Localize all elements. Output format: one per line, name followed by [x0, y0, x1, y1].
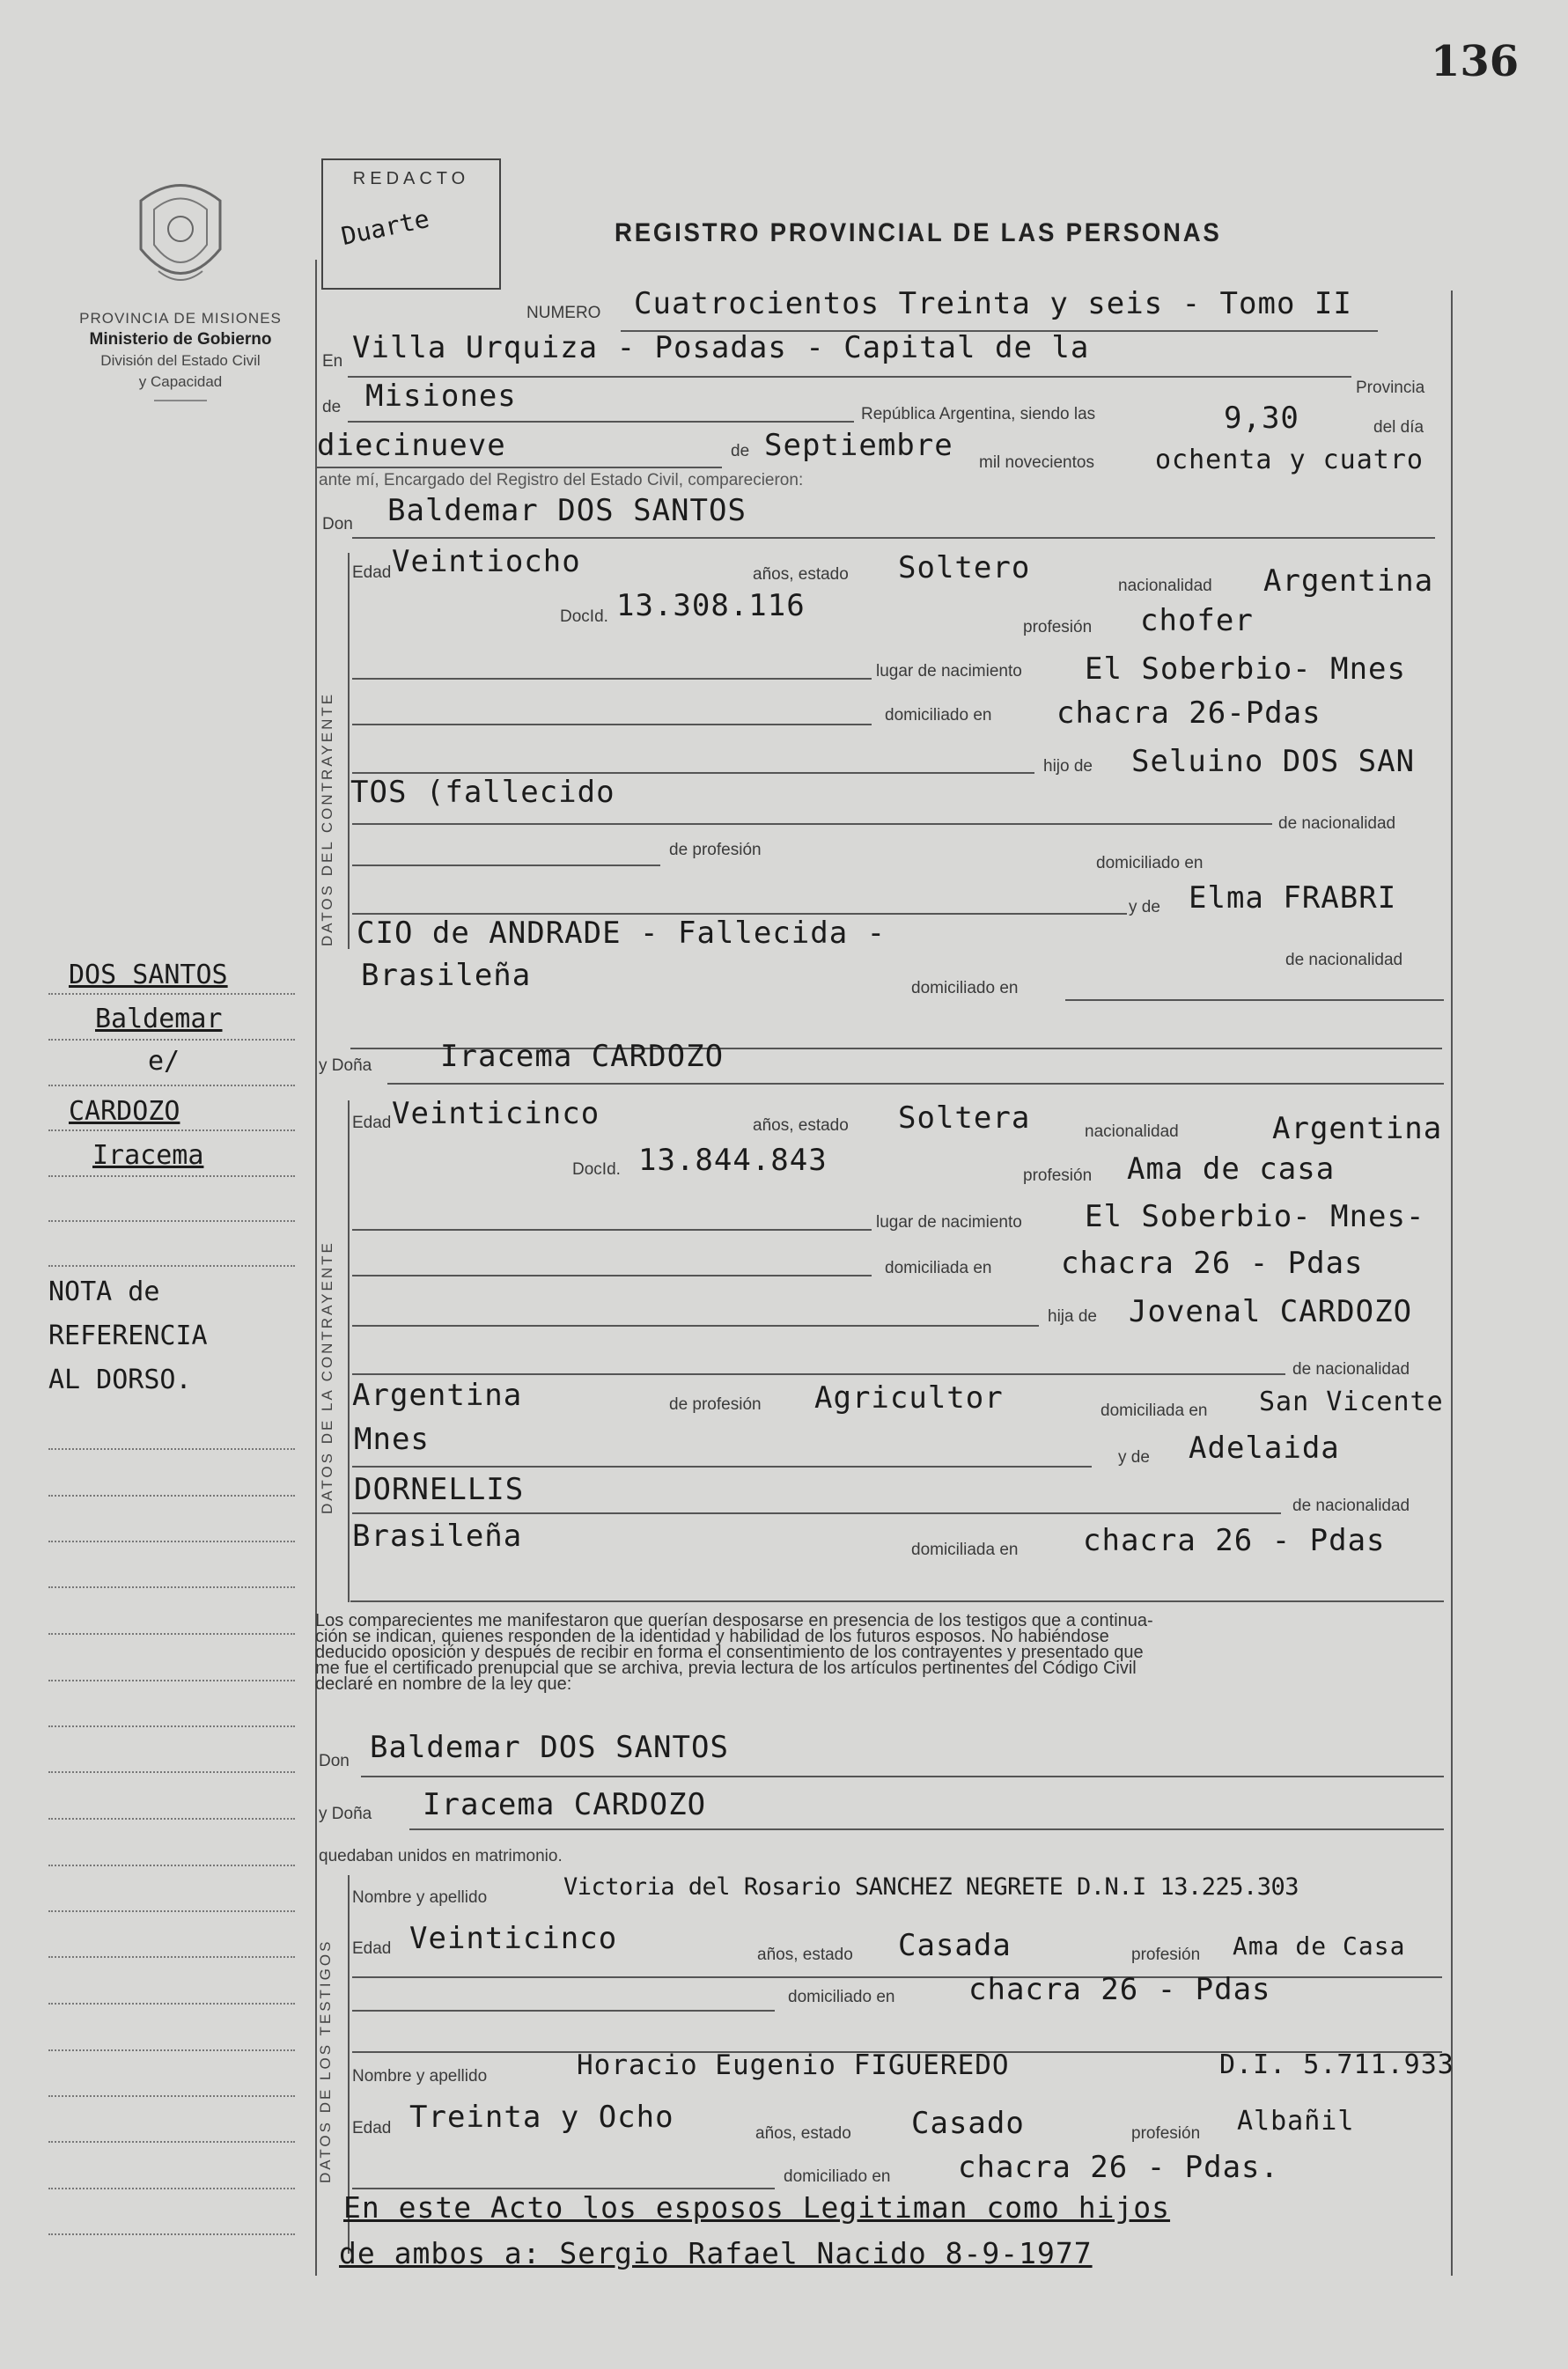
testigo2-profesion-label: profesión [1131, 2124, 1201, 2143]
profesion2-label: profesión [1023, 1166, 1093, 1185]
nota-final-line-2: de ambos a: Sergio Rafael Nacido 8-9-1977 [339, 2236, 1093, 2270]
en-value: Villa Urquiza - Posadas - Capital de la [352, 330, 1090, 365]
contrayenta-nombre: Iracema CARDOZO [440, 1039, 725, 1074]
testigo2-anios-label: años, estado [755, 2124, 851, 2143]
del-dia-label: del día [1373, 418, 1424, 437]
domiciliado2-label: domiciliado en [1096, 854, 1204, 872]
edad2-label: Edad [352, 1114, 392, 1132]
declaracion-text [315, 1613, 1451, 1692]
testigo2-domicilio-value: chacra 26 - Pdas. [958, 2150, 1279, 2185]
nacionalidad2-label: nacionalidad [1085, 1122, 1179, 1141]
de-label: de [322, 398, 342, 416]
quedaban-text: quedaban unidos en matrimonio. [319, 1847, 563, 1865]
ministry-line-1: PROVINCIA DE MISIONES [79, 310, 282, 327]
stamp-label: REDACTO [352, 169, 470, 188]
edad2-value: Veinticinco [392, 1096, 600, 1131]
nacionalidad2-value: Argentina [1272, 1111, 1443, 1146]
testigo2-estado-value: Casado [911, 2106, 1025, 2141]
testigo1-profesion-value: Ama de Casa [1233, 1931, 1406, 1961]
declaracion-line-5: declaré en nombre de la ley que: [315, 1674, 572, 1694]
domiciliado3-label: domiciliado en [911, 979, 1019, 997]
testigo1-nombre-label: Nombre y apellido [352, 1888, 488, 1907]
declaracion-line-4: me fue el certificado prenupcial que se archiva, previa lectura de los artículos pertinentes del Código Civil [315, 1659, 1137, 1678]
numero-value: Cuatrocientos Treinta y seis - Tomo II [634, 286, 1352, 321]
de-profesion2-label: de profesión [669, 1395, 762, 1414]
profesion2-value: Ama de casa [1127, 1151, 1336, 1187]
de-nacionalidad3-label: de nacionalidad [1292, 1360, 1410, 1379]
de-profesion-label: de profesión [669, 841, 762, 859]
estado2-value: Soltera [898, 1100, 1031, 1136]
numero-label: NUMERO [526, 304, 601, 322]
provincia-label: Provincia [1356, 379, 1425, 397]
declaracion-line-3: deducido oposición y después de recibir en forma el consentimiento de los contrayentes y presentado que [315, 1643, 1144, 1662]
lugar-label: lugar de nacimiento [876, 662, 1022, 681]
testigo2-profesion-value: Albañil [1237, 2106, 1355, 2137]
margin-name-2: Baldemar [95, 1004, 223, 1034]
de2-label: de [731, 442, 750, 460]
domicilio-value: chacra 26-Pdas [1056, 695, 1321, 731]
margin-nota-3: AL DORSO. [48, 1365, 192, 1395]
anios2-label: años, estado [753, 1116, 849, 1135]
lugar2-value: El Soberbio- Mnes- [1085, 1199, 1425, 1234]
margin-nota-2: REFERENCIA [48, 1321, 208, 1351]
domiciliada3-label: domiciliada en [911, 1541, 1019, 1559]
testigo2-nombre-value: Horacio Eugenio FIGUEREDO [577, 2049, 1010, 2081]
de-nacionalidad2-label: de nacionalidad [1285, 951, 1403, 969]
hijo-label: hijo de [1043, 757, 1093, 776]
union-dona-label: y Doña [319, 1805, 372, 1823]
don-label: Don [322, 515, 353, 533]
domicilio-label: domiciliado en [885, 706, 992, 725]
declaracion-line-2: ción se indican, quienes responden de la identidad y habilidad de los futuros esposos. No habiéndose [315, 1627, 1109, 1646]
testigo1-domicilio-label: domiciliado en [788, 1988, 895, 2006]
testigo1-anios-label: años, estado [757, 1946, 853, 1964]
lugar2-label: lugar de nacimiento [876, 1213, 1022, 1232]
padre2-profesion-value: Agricultor [814, 1380, 1004, 1416]
de-value: Misiones [365, 379, 517, 414]
madre2-value-cont: DORNELLIS [354, 1472, 525, 1507]
profesion-value: chofer [1140, 603, 1254, 638]
side-label-contrayenta: DATOS DE LA CONTRAYENTE [319, 1240, 335, 1514]
testigo1-nombre-value: Victoria del Rosario SANCHEZ NEGRETE D.N.I 13.225.303 [563, 1873, 1299, 1901]
republica-label: República Argentina, siendo las [861, 405, 1096, 423]
edad-label: Edad [352, 563, 392, 582]
ministry-line-4: y Capacidad [138, 373, 223, 390]
page-number: 136 [1431, 37, 1520, 86]
nota-final-line-1: En este Acto los esposos Legitiman como hijos [343, 2190, 1171, 2225]
stamp-signature: Duarte [338, 203, 432, 252]
testigo1-edad-label: Edad [352, 1939, 392, 1958]
ante-text: ante mí, Encargado del Registro del Estado Civil, comparecieron: [319, 471, 804, 489]
edad-value: Veintiocho [392, 544, 581, 579]
testigo2-di-value: D.I. 5.711.933 [1219, 2049, 1454, 2080]
dona-label: y Doña [319, 1056, 372, 1075]
testigo2-edad-value: Treinta y Ocho [409, 2100, 674, 2135]
doc-label: DocId. [560, 607, 608, 626]
en-label: En [322, 352, 343, 371]
doc-value: 13.308.116 [616, 588, 806, 623]
mil-label: mil novecientos [979, 453, 1094, 472]
ministry-line-2: Ministerio de Gobierno [89, 330, 272, 349]
union-dona-value: Iracema CARDOZO [423, 1787, 707, 1822]
madre-nacionalidad-value: Brasileña [361, 958, 532, 993]
dia-value: diecinueve [317, 428, 506, 463]
profesion-label: profesión [1023, 618, 1093, 636]
declaracion-line-1: Los comparecientes me manifestaron que querían desposarse en presencia de los testigos que a continua- [315, 1611, 1153, 1630]
madre2-domicilio-value: chacra 26 - Pdas [1083, 1523, 1386, 1558]
padre-value: Seluino DOS SAN [1131, 744, 1416, 779]
testigo1-profesion-label: profesión [1131, 1946, 1201, 1964]
margin-name-1: DOS SANTOS [69, 960, 228, 990]
nacionalidad-label: nacionalidad [1118, 577, 1212, 595]
testigo2-domicilio-label: domiciliado en [784, 2167, 891, 2186]
lugar-value: El Soberbio- Mnes [1085, 651, 1406, 687]
madre2-value: Adelaida [1189, 1431, 1340, 1466]
domiciliada-value: chacra 26 - Pdas [1061, 1246, 1364, 1281]
padre-value-cont: TOS (fallecido [350, 775, 615, 810]
domiciliada2-label: domiciliada en [1101, 1402, 1208, 1420]
y-de2-label: y de [1118, 1448, 1150, 1467]
doc2-label: DocId. [572, 1160, 621, 1179]
nacionalidad-value: Argentina [1263, 563, 1434, 599]
anio-value: ochenta y cuatro [1155, 445, 1424, 475]
anios-label: años, estado [753, 565, 849, 584]
doc2-value: 13.844.843 [638, 1143, 828, 1178]
contrayente-nombre: Baldemar DOS SANTOS [387, 493, 747, 528]
hija-label: hija de [1048, 1307, 1097, 1326]
testigo2-edad-label: Edad [352, 2119, 392, 2137]
union-don-value: Baldemar DOS SANTOS [370, 1730, 729, 1765]
testigo1-estado-value: Casada [898, 1928, 1012, 1963]
side-label-contrayente: DATOS DEL CONTRAYENTE [319, 691, 335, 946]
margin-nota-1: NOTA de [48, 1276, 160, 1307]
domiciliada-label: domiciliada en [885, 1259, 992, 1277]
madre-value: Elma FRABRI [1189, 880, 1397, 916]
hora-value: 9,30 [1224, 401, 1299, 436]
margin-name-4: CARDOZO [69, 1096, 180, 1127]
testigo1-edad-value: Veinticinco [409, 1921, 618, 1956]
testigo2-nombre-label: Nombre y apellido [352, 2067, 488, 2086]
ministry-block [48, 308, 313, 408]
madre-value-cont: CIO de ANDRADE - Fallecida - [357, 916, 887, 951]
redacto-stamp [321, 158, 501, 290]
padre2-domicilio-value: San Vicente [1259, 1387, 1444, 1417]
estado-value: Soltero [898, 550, 1031, 585]
de-nacionalidad-label: de nacionalidad [1278, 814, 1396, 833]
mes-value: Septiembre [764, 428, 953, 463]
padre2-nacionalidad-value: Argentina [352, 1378, 523, 1413]
document-title: REGISTRO PROVINCIAL DE LAS PERSONAS [615, 218, 1222, 247]
de-nacionalidad4-label: de nacionalidad [1292, 1497, 1410, 1515]
province-seal-icon [123, 174, 238, 302]
ministry-line-3: División del Estado Civil [100, 352, 261, 369]
union-don-label: Don [319, 1752, 350, 1770]
margin-name-5: Iracema [92, 1140, 204, 1171]
padre2-domicilio-cont: Mnes [354, 1422, 430, 1457]
padre2-value: Jovenal CARDOZO [1129, 1294, 1413, 1329]
side-label-testigos: DATOS DE LOS TESTIGOS [317, 1939, 334, 2183]
y-de-label: y de [1129, 898, 1160, 916]
testigo1-domicilio-value: chacra 26 - Pdas [968, 1972, 1271, 2007]
madre2-nacionalidad-value: Brasileña [352, 1519, 523, 1554]
margin-name-3: e/ [148, 1046, 180, 1077]
